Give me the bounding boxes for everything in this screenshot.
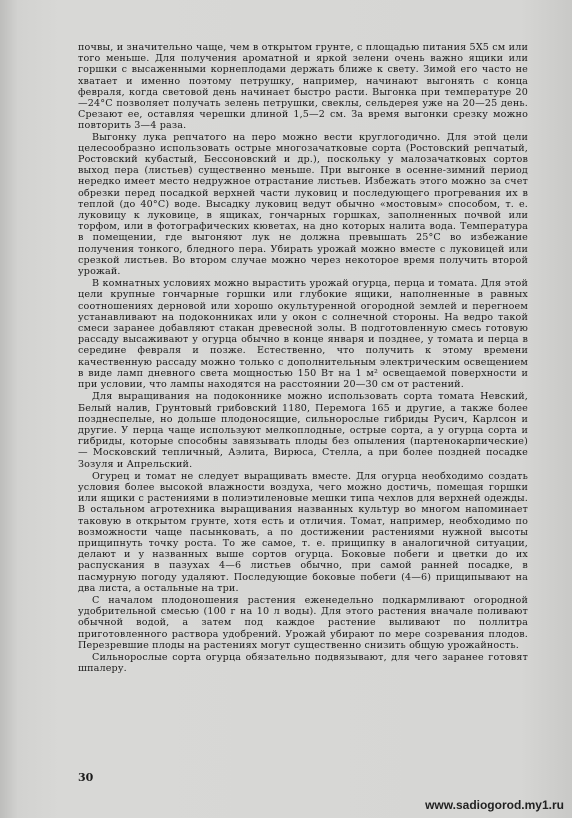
paragraph: Выгонку лука репчатого на перо можно вести круглогодично. Для этой цели целесообразно использовать острые многозачатковые сорта (Ростовский репчатый, Ростовский кубастый, Бессоновский и др.), поскольку у малозачатковых сортов выход пера (листьев) существенно меньше. При выгонке в осенне-зимний период нередко имеет место недружное отрастание листьев. Избежать этого можно за счет обрезки перед посадкой верхней части луковиц и последующего прогревания их в теплой (до 40°С) воде. Высадку луковиц ведут обычно «мостовым» способом, т. е. луковицу к луковице, в ящиках, гончарных горшках, заполненных почвой или торфом, или в фотографических кюветах, на дно которых налита вода. Температура в помещении, где выгоняют лук не должна превышать 25°С во избежание получения тонкого, бледного пера. Убирать урожай можно вместе с луковицей или срезкой листьев. Во втором случае можно через некоторое время получить второй урожай.	[78, 131, 528, 278]
paragraph: С началом плодоношения растения еженедельно подкармливают огородной удобрительной смесью (100 г на 10 л воды). Для этого растения вначале поливают обычной водой, а затем под каждое растение выливают по поллитра приготовленного раствора удобрений. Урожай убирают по мере созревания плодов. Перезревшие плоды на растениях могут существенно снизить общую урожайность.	[78, 594, 528, 651]
body-text	[78, 42, 528, 674]
paragraph: Сильнорослые сорта огурца обязательно подвязывают, для чего заранее готовят шпалеру.	[78, 651, 528, 675]
paragraph: Огурец и томат не следует выращивать вместе. Для огурца необходимо создать условия более высокой влажности воздуха, чего можно достичь, помещая горшки или ящики с растениями в полиэтиленовые мешки типа чехлов для верхней одежды. В остальном агротехника выращивания названных культур во многом напоминает таковую в открытом грунте, хотя есть и отличия. Томат, например, необходимо по возможности чаще пасынковать, а по достижении растениями нужной высоты прищипнуть точку роста. То же самое, т. е. прищипку в аналогичной ситуации, делают и у названных выше сортов огурца. Боковые побеги и цветки до их распускания в пазухах 4—6 листьев обычно, при самой ранней посадке, в пасмурную погоду удаляют. Последующие боковые побеги (4—6) прищипывают на два листа, а остальные на три.	[78, 470, 528, 594]
paragraph: В комнатных условиях можно вырастить урожай огурца, перца и томата. Для этой цели крупные гончарные горшки или глубокие ящики, наполненные в равных соотношениях дерновой или хорошо окультуренной огородной землей и перегноем устанавливают на подоконниках или у окон с солнечной стороны. На ведро такой смеси заранее добавляют стакан древесной золы. В подготовленную смесь готовую рассаду высаживают у огурца обычно в конце января и позднее, у томата и перца в середине февраля и позже. Естественно, что получить к этому времени качественную рассаду можно только с дополнительным электрическим освещением в виде ламп дневного света мощностью 150 Вт на 1 м² освещаемой поверхности и при условии, что лампы находятся на расстоянии 20—30 см от растений.	[78, 278, 528, 391]
site-watermark: www.sadiogorod.my1.ru	[425, 798, 564, 812]
page-number: 30	[78, 771, 94, 784]
paragraph: почвы, и значительно чаще, чем в открытом грунте, с площадью питания 5Х5 см или того меньше. Для получения ароматной и яркой зелени очень важно ящики или горшки с высаженными корнеплодами держать ближе к свету. Зимой его часто не хватает и именно поэтому петрушку, например, начинают выгонять с конца февраля, когда световой день начинает быстро расти. Выгонка при температуре 20—24°С позволяет получать зелень петрушки, свеклы, сельдерея уже на 20—25 день. Срезают ее, оставляя черешки длиной 1,5—2 см. За время выгонки срезку можно повторить 3—4 раза.	[78, 42, 528, 132]
paragraph: Для выращивания на подоконнике можно использовать сорта томата Невский, Белый налив, Грунтовый грибовский 1180, Перемога 165 и другие, а также более позднеспелые, но дольше плодоносящие, сильнорослые гибриды Русич, Карлсон и другие. У перца чаще используют мелкоплодные, острые сорта, а у огурца сорта и гибриды, которые способны завязывать плоды без опыления (партенокарпические) — Московский тепличный, Аэлита, Вирюса, Стелла, а при более поздней посадке Зозуля и Апрельский.	[78, 391, 528, 470]
